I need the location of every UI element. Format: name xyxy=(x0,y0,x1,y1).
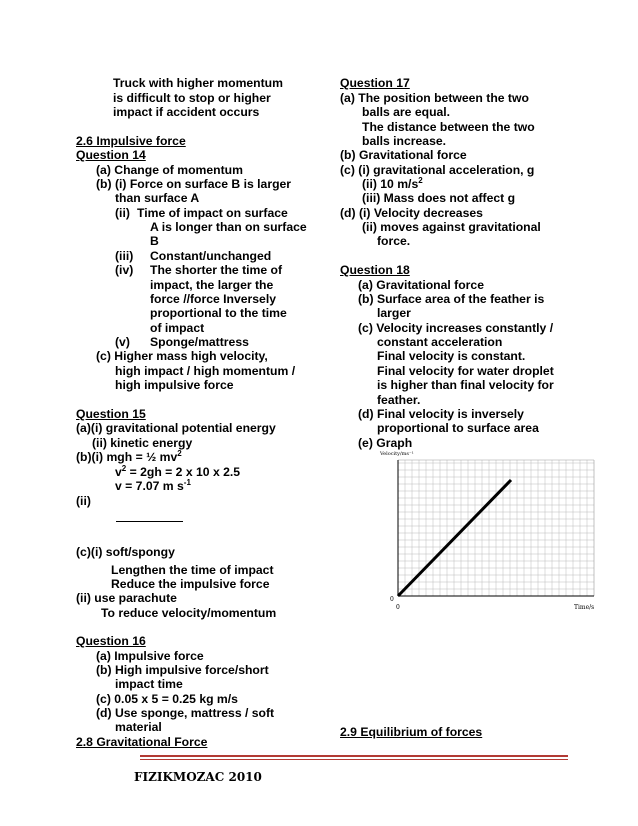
footer-rule-bottom xyxy=(140,759,568,760)
q15-c-i-2: Lengthen the time of impact xyxy=(111,563,274,577)
graph-series-line xyxy=(398,480,511,596)
question-17-title: Question 17 xyxy=(340,76,410,90)
q15-velocity: v = 7.07 m $s^{-1}$ xyxy=(115,478,191,493)
q14-iii-label: (iii) xyxy=(115,249,134,263)
footer-text: FIZIKMOZAC 2010 xyxy=(134,770,262,784)
truck-line-1: Truck with higher momentum xyxy=(113,76,283,90)
q14-iv-line-4: proportional to the time xyxy=(150,306,287,320)
q16-d-2: material xyxy=(115,720,162,734)
q16-b: (b) High impulsive force/short xyxy=(96,663,269,677)
graph-grid xyxy=(398,460,594,596)
q18-b-2: larger xyxy=(377,306,411,320)
q17-d: (d) (i) Velocity decreases xyxy=(340,206,483,220)
q18-c-4: Final velocity for water droplet xyxy=(377,364,554,378)
q16-d: (d) Use sponge, mattress / soft xyxy=(96,706,275,720)
q15-a-ii: (ii) kinetic energy xyxy=(92,436,193,450)
section-heading-2-9: 2.9 Equilibrium of forces xyxy=(340,725,483,739)
q14-iv-label: (iv) xyxy=(115,263,134,277)
q15-c-ii: (ii) use parachute xyxy=(76,591,177,605)
q17-c-ii: (ii) 10 $m/s^2$ xyxy=(362,176,423,191)
question-14-title: Question 14 xyxy=(76,148,146,162)
q14-iv-line-2: impact, the larger the xyxy=(150,278,274,292)
q14-b-i-cont: than surface A xyxy=(115,191,200,205)
q14-ii-line-3: B xyxy=(150,234,159,248)
q18-b: (b) Surface area of the feather is xyxy=(358,292,545,306)
q14-ii-line-2: A is longer than on surface xyxy=(150,220,307,234)
q14-ii-line-1: Time of impact on surface xyxy=(137,206,288,220)
graph-x-axis-label: Time/s xyxy=(574,604,595,611)
q17-d-ii-2: force. xyxy=(377,234,411,248)
q16-a: (a) Impulsive force xyxy=(96,649,204,663)
q15-v-squared: $v^2 = 2gh = 2$ x 10 x 2.5 xyxy=(115,464,241,479)
q17-a-2: balls are equal. xyxy=(362,105,451,119)
q14-c-line-1: (c) Higher mass high velocity, xyxy=(96,349,268,363)
question-15-title: Question 15 xyxy=(76,407,146,421)
q14-b-i: (b) (i) Force on surface B is larger xyxy=(96,177,292,191)
q16-b-2: impact time xyxy=(115,677,183,691)
question-18-title: Question 18 xyxy=(340,263,410,277)
q15-b-i: (b)(i) mgh = ½ $mv^2$ xyxy=(76,449,182,464)
graph-x-tick-label: 0 xyxy=(396,604,400,611)
q18-c-2: constant acceleration xyxy=(377,335,503,349)
q15-ii: (ii) xyxy=(76,494,91,508)
graph-y-tick-label: 0 xyxy=(390,596,394,603)
q15-c-ii-2: To reduce velocity/momentum xyxy=(101,606,277,620)
q17-b: (b) Gravitational force xyxy=(340,148,467,162)
truck-line-2: is difficult to stop or higher xyxy=(113,91,271,105)
q18-c-3: Final velocity is constant. xyxy=(377,349,526,363)
graph-y-axis-label: Velocity/ms⁻¹ xyxy=(380,451,414,457)
footer-rule-top xyxy=(140,755,568,757)
q14-iv-line-1: The shorter the time of xyxy=(150,263,283,277)
q14-a: (a) Change of momentum xyxy=(96,163,243,177)
q17-c-iii: (iii) Mass does not affect g xyxy=(362,191,516,205)
q16-c: (c) 0.05 x 5 = 0.25 kg m/s xyxy=(96,692,238,706)
q18-d: (d) Final velocity is inversely xyxy=(358,407,524,421)
q14-iii: Constant/unchanged xyxy=(150,249,272,263)
q17-c: (c) (i) gravitational acceleration, g xyxy=(340,163,535,177)
q17-a: (a) The position between the two xyxy=(340,91,529,105)
q17-a-4: balls increase. xyxy=(362,134,447,148)
question-16-title: Question 16 xyxy=(76,634,146,648)
section-heading-2-6: 2.6 Impulsive force xyxy=(76,134,186,148)
q18-c-5: is higher than final velocity for xyxy=(377,378,554,392)
q15-a-i: (a)(i) gravitational potential energy xyxy=(76,421,276,435)
q14-v: Sponge/mattress xyxy=(150,335,249,349)
q18-a: (a) Gravitational force xyxy=(358,278,484,292)
q14-iv-line-5: of impact xyxy=(150,321,205,335)
answer-blank-line xyxy=(116,521,183,522)
section-heading-2-8: 2.8 Gravitational Force xyxy=(76,735,208,749)
q14-ii-label: (ii) xyxy=(115,206,130,220)
q18-c-6: feather. xyxy=(377,393,421,407)
q15-c-i: (c)(i) soft/spongy xyxy=(76,545,175,559)
q17-a-3: The distance between the two xyxy=(362,120,535,134)
q18-e: (e) Graph xyxy=(358,436,413,450)
q14-c-line-3: high impulsive force xyxy=(115,378,234,392)
q18-c: (c) Velocity increases constantly / xyxy=(358,321,554,335)
velocity-time-graph xyxy=(378,446,604,618)
q14-iv-line-3: force //force Inversely xyxy=(150,292,276,306)
truck-line-3: impact if accident occurs xyxy=(113,105,260,119)
q18-d-2: proportional to surface area xyxy=(377,421,539,435)
q17-d-ii: (ii) moves against gravitational xyxy=(362,220,541,234)
q15-c-i-3: Reduce the impulsive force xyxy=(111,577,270,591)
q14-c-line-2: high impact / high momentum / xyxy=(115,364,296,378)
q14-v-label: (v) xyxy=(115,335,130,349)
